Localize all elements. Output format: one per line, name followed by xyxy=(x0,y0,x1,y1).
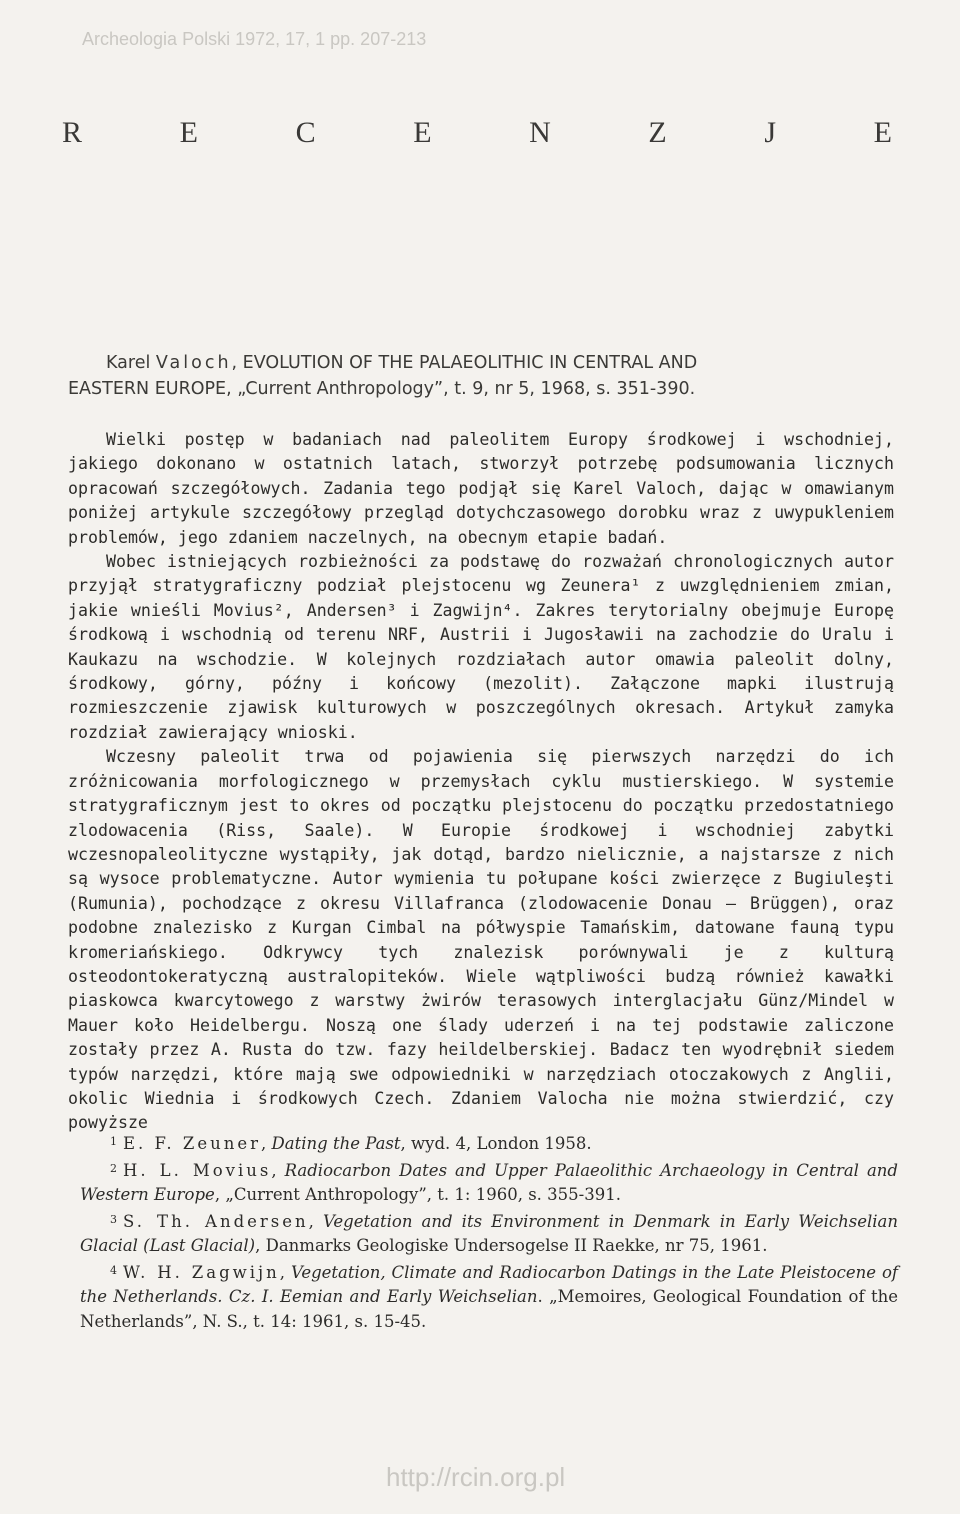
citation-line-1 xyxy=(68,350,890,376)
citation-line-2: EASTERN EUROPE, „Current Anthropology”, t. 9, nr 5, 1968, s. 351-390. xyxy=(68,379,696,399)
footnote: $^3$ S. Th. Andersen, Vegetation and its Environment in Denmark in Early Weichselian Glacial (Last Glacial), Danmarks Geologiske Undersogelse II Raekke, nr 75, 1961. xyxy=(80,1211,898,1255)
footnote-title: Radiocarbon Dates and Upper Palaeolithic Archaeology in Central and Western Europe xyxy=(80,1160,898,1204)
citation-author-last: Valoch xyxy=(155,353,232,373)
heading-letter: C xyxy=(295,116,316,149)
footnote-title: Vegetation, Climate and Radiocarbon Datings in the Late Pleistocene of the Netherlands. Cz. I. Eemian and Early Weichselian xyxy=(80,1262,898,1306)
footnote-rest: , „Current Anthropology”, t. 1: 1960, s. 355-391. xyxy=(214,1185,621,1204)
paragraph: Wielki postęp w badaniach nad paleolitem Europy środkowej i wschodniej, jakiego dokonano w ostatnich latach, stworzył potrzebę podsumowania licznych opracowań szczegółowych. Zadania tego podjął się Karel Valoch, dając w omawianym poniżej artykule szczegółowy przegląd dotychczasowego dorobku wraz z uwypukleniem problemów, jego zdaniem naczelnych, na obecnym etapie badań. xyxy=(68,430,894,547)
heading-letter: R xyxy=(62,116,83,149)
paragraph: Wczesny paleolit trwa od pojawienia się pierwszych narzędzi do ich zróżnicowania morfologicznego w przemysłach cyklu mustierskiego. W systemie stratygraficznym jest to okres od początku plejstocenu do początku przedostatniego zlodowacenia (Riss, Saale). W Europie środkowej i wschodniej zabytki wczesnopaleolityczne wystąpiły, jak dotąd, bardzo nielicznie, a najstarsze z nich są wysoce problematyczne. Autor wymienia tu połupane kości zwierzęce z Bugiuleşti (Rumunia), pochodzące z okresu Villafranca (zlodowacenie Donau — Brüggen), oraz podobne znalezisko z Kurgan Cimbal na półwyspie Tamańskim, datowane fauną typu kromeriańskiego. Odkrywcy tych znalezisk porównywali je z kulturą osteodontokeratyczną australopiteków. Wiele wątpliwości budzą również kawałki piaskowca kwarcytowego z warstwy żwirów terasowych interglacjału Günz/Mindel w Mauer koło Heidelbergu. Noszą one ślady uderzeń i na tej podstawie zaliczone zostały przez A. Rusta do tzw. fazy heildelberskiej. Badacz ten wyodrębnił siedem typów narzędzi, które mają swe odpowiedniki w narzędziach otoczakowych z Anglii, okolic Wiednia i środkowych Czech. Zdaniem Valocha nie można stwierdzić, czy powyższe xyxy=(68,747,894,1133)
heading-letter: E xyxy=(873,116,892,149)
footnote-author: W. H. Zagwijn xyxy=(123,1262,280,1282)
footnotes xyxy=(80,1130,898,1334)
review-body xyxy=(68,428,894,1136)
footnote-rest: , wyd. 4, London 1958. xyxy=(400,1134,592,1153)
footnote-mark: 1 xyxy=(110,1135,117,1148)
footnote: $^2$ H. L. Movius, Radiocarbon Dates and Upper Palaeolithic Archaeology in Central and Western Europe, „Current Anthropology”, t. 1: 1960, s. 355-391. xyxy=(80,1160,898,1204)
review-citation xyxy=(68,350,890,402)
url-watermark: http://rcin.org.pl xyxy=(386,1462,566,1492)
footnote-author: H. L. Movius xyxy=(123,1160,272,1180)
heading-letter: J xyxy=(764,116,777,149)
footnote: $^4$ W. H. Zagwijn, Vegetation, Climate and Radiocarbon Datings in the Late Pleistocene of the Netherlands. Cz. I. Eemian and Early Weichselian. „Memoires, Geological Foundation of the Netherlands”, N. S., t. 14: 1961, s. 15-45. xyxy=(80,1262,898,1331)
footnote-rest: , Danmarks Geologiske Undersogelse II Raekke, nr 75, 1961. xyxy=(255,1236,768,1255)
paragraph: Wobec istniejących rozbieżności za podstawę do rozważań chronologicznych autor przyjął stratygraficzny podział plejstocenu wg Zeunera¹ z uwzględnieniem zmian, jakie wnieśli Movius², Andersen³ i Zagwijn⁴. Zakres terytorialny obejmuje Europę środkową i wschodnią od terenu NRF, Austrii i Jugosławii na zachodzie do Uralu i Kaukazu na wschodzie. W kolejnych rozdziałach autor omawia paleolit dolny, środkowy, górny, późny i końcowy (mezolit). Załączone mapki ilustrują rozmieszczenie zjawisk kulturowych w poszczególnych okresach. Artykuł zamyka rozdział zawierający wnioski. xyxy=(68,552,894,742)
source-watermark: Archeologia Polski 1972, 17, 1 pp. 207-213 xyxy=(82,29,427,49)
citation-title: , EVOLUTION OF THE PALAEOLITHIC IN CENTRAL AND xyxy=(231,353,698,373)
footnote-mark: 2 xyxy=(110,1161,117,1175)
heading-letter: E xyxy=(413,116,432,149)
section-heading xyxy=(62,116,892,150)
footnote-title: Vegetation and its Environment in Denmark in Early Weichselian Glacial (Last Glacial) xyxy=(80,1211,898,1255)
heading-letter: E xyxy=(179,116,198,149)
heading-letter: N xyxy=(529,116,551,149)
footnote-title: Dating the Past xyxy=(271,1134,401,1153)
footnote-author: S. Th. Andersen xyxy=(123,1211,309,1231)
footnote: $^1$ E. F. Zeuner, Dating the Past, wyd. 4, London 1958. xyxy=(110,1134,592,1153)
footnote-mark: 3 xyxy=(110,1212,117,1226)
footnote-rest: . „Memoires, Geological Foundation of the Netherlands”, N. S., t. 14: 1961, s. 15-45. xyxy=(80,1287,898,1331)
citation-author-first: Karel xyxy=(106,353,151,373)
footnote-author: E. F. Zeuner xyxy=(123,1134,262,1153)
footnote-mark: 4 xyxy=(110,1263,117,1277)
heading-letter: Z xyxy=(648,116,667,149)
